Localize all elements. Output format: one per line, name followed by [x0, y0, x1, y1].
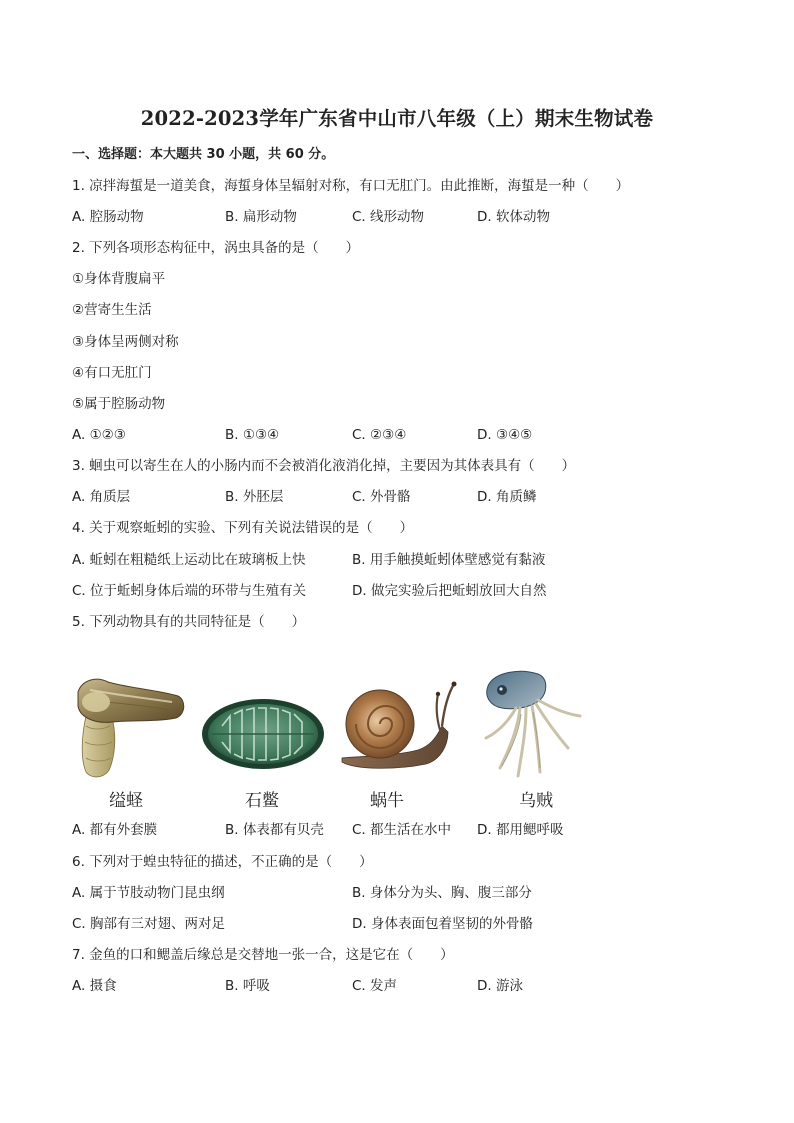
- question-2-item: ⑤属于腔肠动物: [72, 396, 166, 412]
- question-6-options-row2: [72, 914, 732, 934]
- question-1-stem: 1. 凉拌海蜇是一道美食，海蜇身体呈辐射对称，有口无肛门。由此推断，海蜇是一种（ ）: [72, 178, 630, 194]
- figure-label-snail: 蜗牛: [370, 791, 404, 811]
- snail-image: [336, 680, 462, 776]
- option-b: B. 呼吸: [225, 978, 270, 994]
- question-7-stem: 7. 金鱼的口和鳃盖后缘总是交替地一张一合，这是它在（ ）: [72, 947, 454, 963]
- question-2-options: [72, 425, 732, 445]
- option-c: C. 线形动物: [352, 209, 425, 225]
- option-c: C. 位于蚯蚓身体后端的环带与生殖有关: [72, 583, 307, 599]
- option-d: D. 做完实验后把蚯蚓放回大自然: [352, 583, 547, 599]
- question-7-options: [72, 976, 732, 996]
- chiton-image: [200, 696, 326, 772]
- option-b: B. ①③④: [225, 427, 280, 443]
- razor-clam-image: [72, 672, 187, 780]
- question-5-figures: [72, 668, 602, 813]
- question-2-stem: 2. 下列各项形态构征中，涡虫具备的是（ ）: [72, 240, 360, 256]
- option-a: A. 腔肠动物: [72, 209, 144, 225]
- option-a: A. 角质层: [72, 489, 131, 505]
- option-a: A. 都有外套膜: [72, 822, 158, 838]
- question-2-item: ④有口无肛门: [72, 365, 152, 381]
- question-6-options-row1: [72, 883, 732, 903]
- question-6-stem: 6. 下列对于蝗虫特征的描述，不正确的是（ ）: [72, 854, 373, 870]
- option-b: B. 用手触摸蚯蚓体壁感觉有黏液: [352, 552, 546, 568]
- option-d: D. 都用鳃呼吸: [477, 822, 564, 838]
- question-4-options-row2: [72, 581, 732, 601]
- option-b: B. 外胚层: [225, 489, 284, 505]
- option-d: D. 角质鳞: [477, 489, 537, 505]
- figure-label-razor-clam: 缢蛏: [109, 791, 143, 811]
- option-c: C. 发声: [352, 978, 398, 994]
- question-2-item: ③身体呈两侧对称: [72, 334, 179, 350]
- question-4-options-row1: [72, 550, 732, 570]
- option-c: C. 胸部有三对翅、两对足: [72, 916, 226, 932]
- option-c: C. ②③④: [352, 427, 407, 443]
- option-a: A. 摄食: [72, 978, 117, 994]
- option-b: B. 体表都有贝壳: [225, 822, 324, 838]
- figure-label-squid: 乌贼: [519, 791, 553, 811]
- question-2-item: ②营寄生生活: [72, 302, 152, 318]
- question-5-stem: 5. 下列动物具有的共同特征是（ ）: [72, 614, 306, 630]
- option-c: C. 外骨骼: [352, 489, 411, 505]
- option-d: D. 软体动物: [477, 209, 550, 225]
- question-2-item: ①身体背腹扁平: [72, 271, 166, 287]
- option-a: A. ①②③: [72, 427, 126, 443]
- question-1-options: [72, 207, 732, 227]
- question-5-options: [72, 820, 732, 840]
- question-3-stem: 3. 蛔虫可以寄生在人的小肠内而不会被消化液消化掉，主要因为其体表具有（ ）: [72, 458, 576, 474]
- option-d: D. 游泳: [477, 978, 523, 994]
- option-b: B. 扁形动物: [225, 209, 297, 225]
- exam-title: 2022-2023学年广东省中山市八年级（上）期末生物试卷: [140, 107, 654, 130]
- option-c: C. 都生活在水中: [352, 822, 452, 838]
- option-d: D. 身体表面包着坚韧的外骨骼: [352, 916, 533, 932]
- option-a: A. 属于节肢动物门昆虫纲: [72, 885, 225, 901]
- option-d: D. ③④⑤: [477, 427, 533, 443]
- option-a: A. 蚯蚓在粗糙纸上运动比在玻璃板上快: [72, 552, 306, 568]
- figure-label-chiton: 石鳖: [245, 791, 279, 811]
- squid-image: [480, 668, 590, 780]
- section-heading: 一、选择题：本大题共 30 小题，共 60 分。: [72, 147, 335, 162]
- option-b: B. 身体分为头、胸、腹三部分: [352, 885, 532, 901]
- question-4-stem: 4. 关于观察蚯蚓的实验、下列有关说法错误的是（ ）: [72, 520, 414, 536]
- question-3-options: [72, 487, 732, 507]
